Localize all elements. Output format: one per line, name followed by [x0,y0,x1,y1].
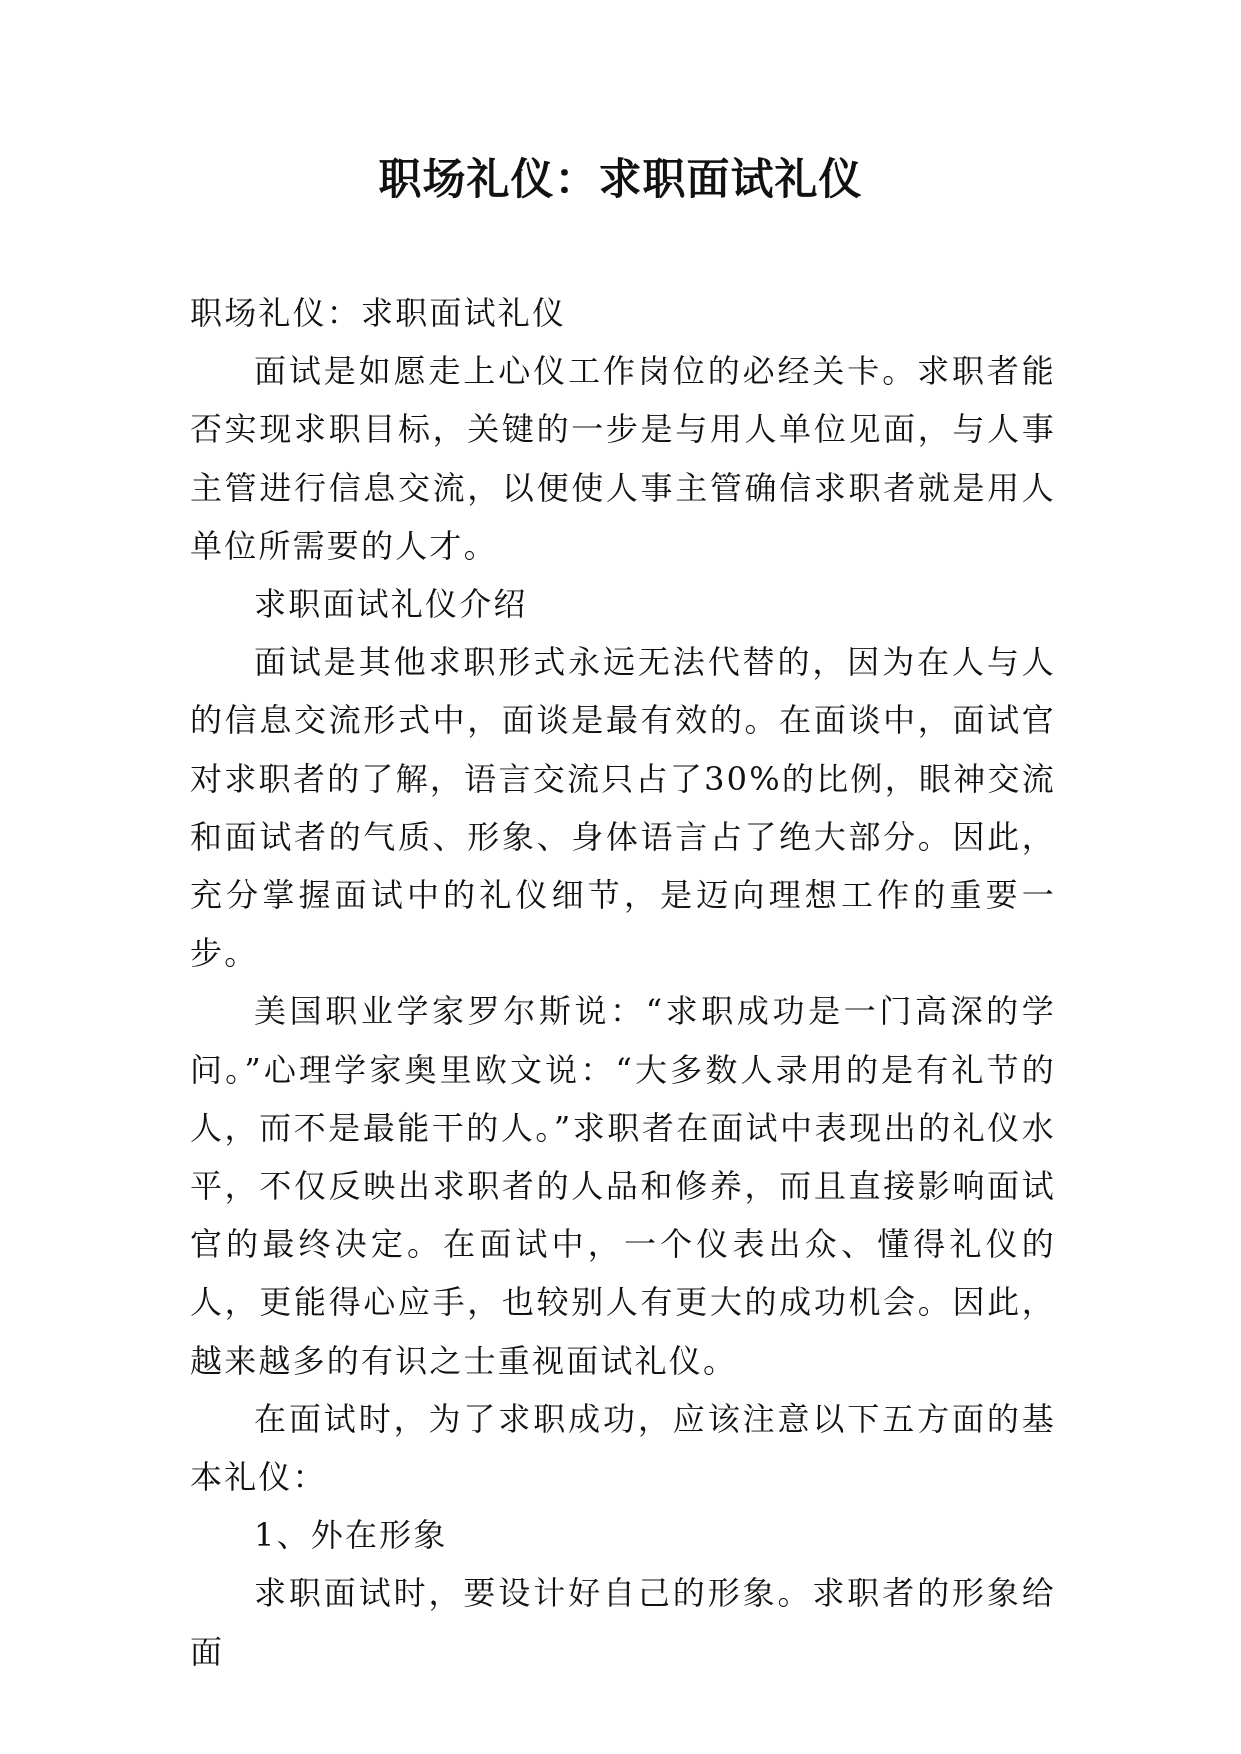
body-paragraph-subtitle: 职场礼仪：求职面试礼仪 [190,294,567,332]
body-paragraph-intro: 面试是如愿走上心仪工作岗位的必经关卡。求职者能否实现求职目标，关键的一步是与用人单位见面，与人事主管进行信息交流，以便使人事主管确信求职者就是用人单位所需要的人才。 [190,352,1056,565]
document-body [190,284,1056,1681]
body-paragraph-interview-importance: 面试是其他求职形式永远无法代替的，因为在人与人的信息交流形式中，面谈是最有效的。在面谈中，面试官对求职者的了解，语言交流只占了30%的比例，眼神交流和面试者的气质、形象、身体语言占了绝大部分。因此，充分掌握面试中的礼仪细节，是迈向理想工作的重要一步。 [190,643,1056,973]
body-paragraph-quotes: 美国职业学家罗尔斯说：“求职成功是一门高深的学问。”心理学家奥里欧文说：“大多数人录用的是有礼节的人，而不是最能干的人。”求职者在面试中表现出的礼仪水平，不仅反映出求职者的人品和修养，而且直接影响面试官的最终决定。在面试中，一个仪表出众、懂得礼仪的人，更能得心应手，也较别人有更大的成功机会。因此，越来越多的有识之士重视面试礼仪。 [190,992,1056,1380]
body-paragraph-five-aspects: 在面试时，为了求职成功，应该注意以下五方面的基本礼仪： [190,1399,1056,1497]
document-title: 职场礼仪：求职面试礼仪 [378,155,863,205]
body-paragraph-appearance: 求职面试时，要设计好自己的形象。求职者的形象给面 [190,1574,1056,1671]
section-heading-appearance: 1、外在形象 [254,1516,448,1555]
section-heading-etiquette-intro: 求职面试礼仪介绍 [254,585,528,624]
